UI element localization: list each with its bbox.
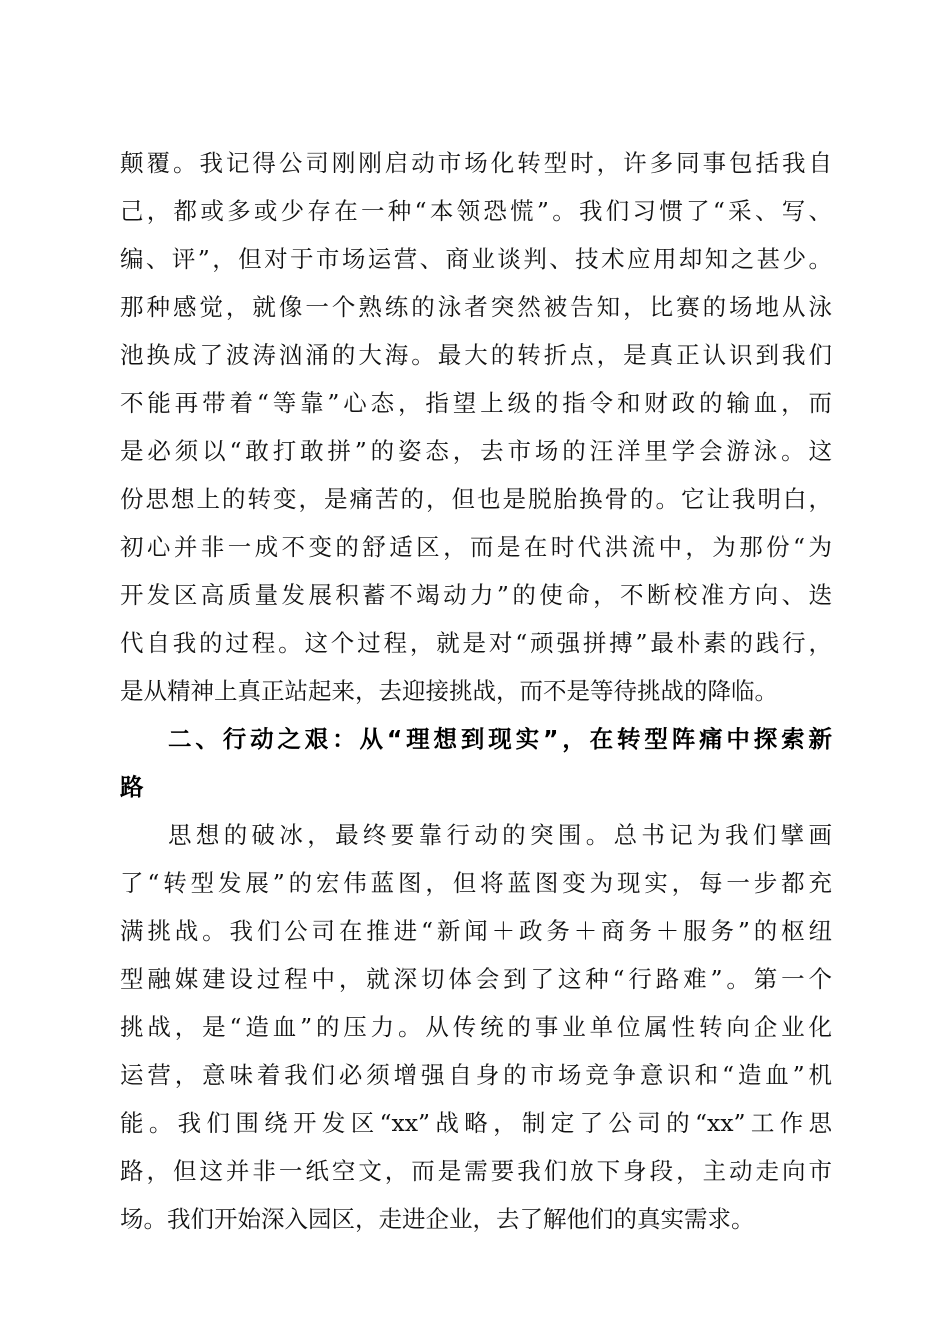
paragraph-2-line: 挑战，是“造血”的压力。从传统的事业单位属性转向企业化 (120, 1013, 832, 1041)
paragraph-1-line: 颠覆。我记得公司刚刚启动市场化转型时，许多同事包括我自 (120, 149, 832, 177)
paragraph-2-line: 思想的破冰，最终要靠行动的突围。总书记为我们擘画 (168, 821, 832, 849)
paragraph-2-line: 了“转型发展”的宏伟蓝图，但将蓝图变为现实，每一步都充 (120, 869, 832, 897)
paragraph-2-line: 路，但这并非一纸空文，而是需要我们放下身段，主动走向市 (120, 1157, 832, 1185)
paragraph-1-line: 己，都或多或少存在一种“本领恐慌”。我们习惯了“采、写、 (120, 197, 832, 225)
section-heading-line: 二、行动之艰：从“理想到现实”，在转型阵痛中探索新 (168, 725, 832, 753)
paragraph-2-line: 满挑战。我们公司在推进“新闻＋政务＋商务＋服务”的枢纽 (120, 917, 832, 945)
section-heading-line: 路 (120, 773, 144, 801)
paragraph-1-line: 初心并非一成不变的舒适区，而是在时代洪流中，为那份“为 (120, 533, 832, 561)
paragraph-2 (120, 811, 832, 1243)
paragraph-2-line: 型融媒建设过程中，就深切体会到了这种“行路难”。第一个 (120, 965, 832, 993)
paragraph-2-line: 运营，意味着我们必须增强自身的市场竞争意识和“造血”机 (120, 1061, 832, 1089)
paragraph-1-line: 那种感觉，就像一个熟练的泳者突然被告知，比赛的场地从泳 (120, 293, 832, 321)
paragraph-1 (120, 139, 832, 715)
section-heading (120, 715, 832, 811)
paragraph-1-line: 编、评”，但对于市场运营、商业谈判、技术应用却知之甚少。 (120, 245, 832, 273)
paragraph-1-line: 池换成了波涛汹涌的大海。最大的转折点，是真正认识到我们 (120, 341, 832, 369)
paragraph-1-line: 代自我的过程。这个过程，就是对“顽强拼搏”最朴素的践行， (120, 629, 832, 657)
paragraph-2-line: 能。我们围绕开发区“xx”战略，制定了公司的“xx”工作思 (120, 1109, 832, 1137)
paragraph-1-line: 不能再带着“等靠”心态，指望上级的指令和财政的输血，而 (120, 389, 832, 417)
paragraph-1-line: 是从精神上真正站起来，去迎接挑战，而不是等待挑战的降临。 (120, 677, 778, 705)
paragraph-1-line: 是必须以“敢打敢拼”的姿态，去市场的汪洋里学会游泳。这 (120, 437, 832, 465)
document-body (120, 139, 832, 1243)
paragraph-1-line: 份思想上的转变，是痛苦的，但也是脱胎换骨的。它让我明白， (120, 485, 832, 513)
paragraph-2-line: 场。我们开始深入园区，走进企业，去了解他们的真实需求。 (120, 1205, 755, 1233)
paragraph-1-line: 开发区高质量发展积蓄不竭动力”的使命，不断校准方向、迭 (120, 581, 832, 609)
